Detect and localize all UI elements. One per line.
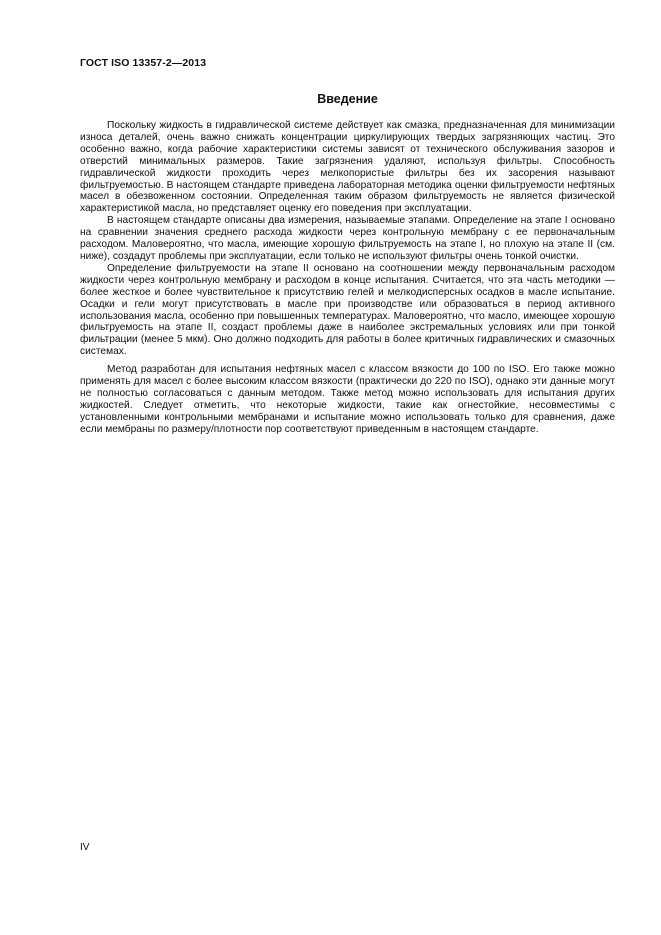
- paragraph: В настоящем стандарте описаны два измерения, называемые этапами. Определение на этапе I основано на сравнении значения среднего расхода жидкости через контрольную мембрану с ее первоначальным расходом. Маловероятно, что масла, имеющие хорошую фильтруемость на этапе I, но плохую на этапе II (см. ниже), создадут проблемы при эксплуатации, если только не используют фильтры очень тонкой очистки.: [80, 215, 615, 262]
- paragraph: Метод разработан для испытания нефтяных масел с классом вязкости до 100 по ISO. Его также можно применять для масел с более высоким классом вязкости (практически до 220 по ISO), однако эти данные могут не полностью согласоваться с данным методом. Также метод можно использовать для испытания других жидкостей. Следует отметить, что некоторые жидкости, такие как огнестойкие, несовместимы с установленными контрольными мембранами и испытание можно использовать только для сравнения, даже если мембраны по размеру/плотности пор соответствуют приведенным в настоящем стандарте.: [80, 364, 615, 435]
- introduction-body: [80, 120, 615, 436]
- section-title: Введение: [317, 92, 378, 106]
- page-number: IV: [80, 842, 90, 853]
- standard-code-header: ГОСТ ISO 13357-2—2013: [80, 57, 207, 69]
- paragraph: Определение фильтруемости на этапе II основано на соотношении между первоначальным расходом жидкости через контрольную мембрану и расходом в конце испытания. Считается, что эта часть методики — более жесткое и более чувствительное к присутствию гелей и мелкодисперсных осадков в масле испытание. Осадки и гели могут присутствовать в масле при производстве или образоваться в период активного использования масла, особенно при повышенных температурах. Маловероятно, что масло, имеющее хорошую фильтруемость на этапе II, создаст проблемы даже в наиболее экстремальных условиях или при тонкой фильтрации (менее 5 мкм). Оно должно подходить для работы в более критичных гидравлических и смазочных системах.: [80, 262, 615, 358]
- paragraph: Поскольку жидкость в гидравлической системе действует как смазка, предназначенная для минимизации износа деталей, очень важно снижать концентрации циркулирующих твердых загрязняющих частиц. Это особенно важно, когда рабочие характеристики системы зависят от технического обслуживания зазоров и отверстий минимальных размеров. Такие загрязнения удаляют, используя фильтры. Способность гидравлической жидкости проходить через мелкопористые фильтры без их засорения называют фильтруемостью. В настоящем стандарте приведена лабораторная методика оценки фильтруемости нефтяных масел в обезвоженном состоянии. Определенная таким образом фильтруемость не является физической характеристикой масла, но представляет оценку его поведения при эксплуатации.: [80, 120, 615, 215]
